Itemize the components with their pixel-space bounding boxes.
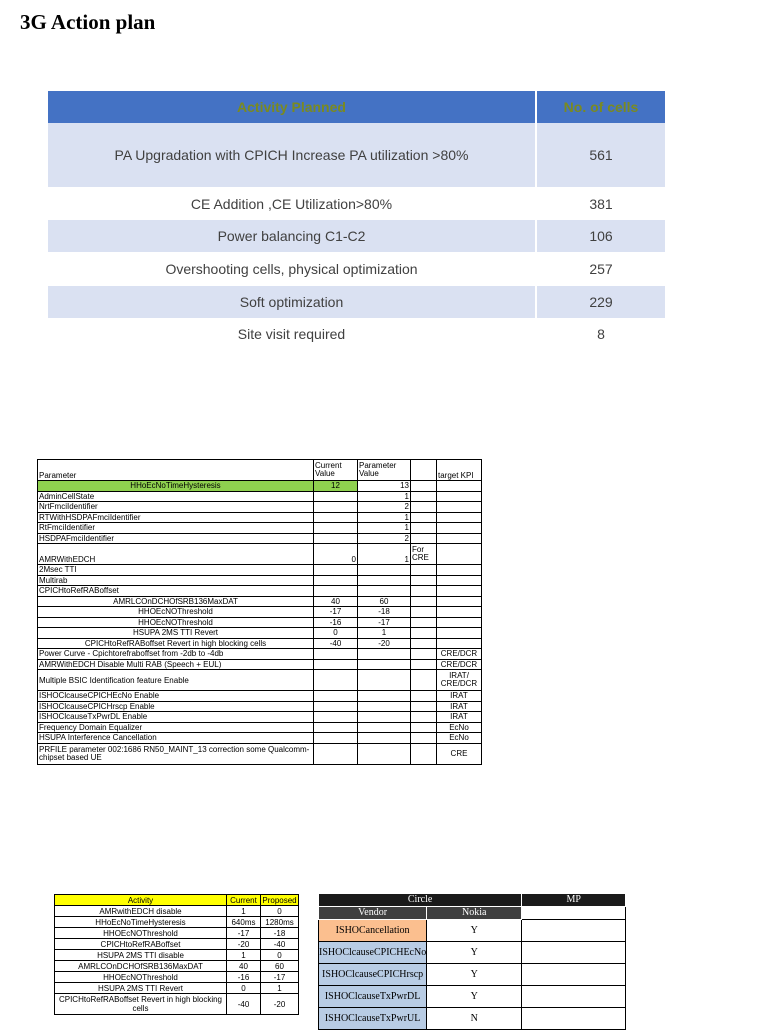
param-value: 13	[358, 481, 411, 492]
empty-cell	[522, 907, 626, 920]
nokia-header: Nokia	[427, 907, 522, 920]
param-row	[38, 722, 482, 733]
param-current	[314, 533, 358, 544]
param-value: 1	[358, 628, 411, 639]
param-note	[411, 670, 437, 691]
param-note	[411, 565, 437, 576]
cells-count: 561	[536, 123, 666, 187]
param-value	[358, 575, 411, 586]
param-kpi: CRE/DCR	[437, 649, 482, 660]
param-row	[38, 491, 482, 502]
param-row	[38, 544, 482, 565]
param-row	[38, 481, 482, 492]
activity-row	[55, 983, 299, 994]
activity-current: 1	[227, 950, 261, 961]
action-row	[48, 123, 666, 187]
activity-header: Proposed	[262, 895, 297, 905]
param-value: 1	[358, 491, 411, 502]
param-name: AdminCellState	[38, 491, 314, 502]
activity-name: HHOEcNOThreshold	[55, 972, 227, 983]
feature-value: Y	[427, 964, 522, 986]
activity-header-row	[55, 895, 299, 906]
activity-current: 1	[227, 906, 261, 917]
circle-table	[318, 893, 626, 1030]
activity-name: HSUPA 2MS TTI Revert	[55, 983, 227, 994]
param-current	[314, 659, 358, 670]
activity-cell: Power balancing C1-C2	[48, 220, 536, 252]
feature-name: ISHOCancellation	[319, 920, 427, 942]
activity-name: CPICHtoRefRABoffset Revert in high blocking cells	[55, 994, 227, 1015]
empty-cell	[522, 920, 626, 942]
param-kpi: CRE	[437, 743, 482, 764]
circle-row	[319, 920, 626, 942]
param-kpi	[437, 512, 482, 523]
param-kpi	[437, 544, 482, 565]
param-note	[411, 628, 437, 639]
param-current	[314, 722, 358, 733]
param-kpi: IRAT	[437, 701, 482, 712]
param-value	[358, 586, 411, 597]
param-value	[358, 701, 411, 712]
param-current	[314, 491, 358, 502]
feature-value: Y	[427, 920, 522, 942]
param-name: HHoEcNoTimeHysteresis	[38, 481, 314, 492]
param-note	[411, 649, 437, 660]
param-note	[411, 596, 437, 607]
activity-name: CPICHtoRefRABoffset	[55, 939, 227, 950]
activity-proposed: 60	[261, 961, 299, 972]
action-plan-table	[48, 91, 667, 350]
param-name: AMRLCOnDCHOfSRB136MaxDAT	[38, 596, 314, 607]
activity-proposed: 1	[261, 983, 299, 994]
activity-row	[55, 928, 299, 939]
header-activity-planned: Activity Planned	[48, 91, 536, 123]
param-value: -17	[358, 617, 411, 628]
cells-count: 381	[536, 187, 666, 220]
activity-header: Current	[227, 895, 261, 906]
param-kpi: CRE/DCR	[437, 659, 482, 670]
param-name: ISHOClcauseTxPwrDL Enable	[38, 712, 314, 723]
param-name: CPICHtoRefRABoffset Revert in high blocking cells	[38, 638, 314, 649]
param-row	[38, 502, 482, 513]
param-name: RtFmciIdentifier	[38, 523, 314, 534]
param-header-row	[38, 460, 482, 481]
param-name: ISHOClcauseCPICHEcNo Enable	[38, 691, 314, 702]
param-current	[314, 512, 358, 523]
feature-name: ISHOClcauseCPICHEcNo	[319, 942, 427, 964]
empty-cell	[522, 1008, 626, 1030]
param-value	[358, 691, 411, 702]
param-row	[38, 701, 482, 712]
param-kpi: IRAT/ CRE/DCR	[437, 670, 482, 691]
param-header: Current Value	[314, 460, 358, 481]
param-current	[314, 575, 358, 586]
empty-cell	[522, 986, 626, 1008]
cells-count: 229	[536, 286, 666, 318]
param-value: -20	[358, 638, 411, 649]
param-kpi	[437, 607, 482, 618]
param-name: HSUPA Interference Cancellation	[38, 733, 314, 744]
param-current	[314, 691, 358, 702]
cells-count: 257	[536, 252, 666, 286]
param-name: Power Curve - Cpichtorefraboffset from -2db to -4db	[38, 649, 314, 660]
param-current: 0	[314, 628, 358, 639]
param-name: Frequency Domain Equalizer	[38, 722, 314, 733]
circle-row	[319, 986, 626, 1008]
activity-cell: Site visit required	[48, 318, 536, 350]
param-note	[411, 586, 437, 597]
param-row	[38, 607, 482, 618]
activity-header: Activity	[55, 895, 227, 906]
feature-name: ISHOClcauseCPICHrscp	[319, 964, 427, 986]
activity-name: AMRwithEDCH disable	[55, 906, 227, 917]
param-kpi: IRAT	[437, 691, 482, 702]
activity-current: 40	[227, 961, 261, 972]
cells-count: 106	[536, 220, 666, 252]
activity-row	[55, 950, 299, 961]
param-header	[411, 460, 437, 481]
param-note	[411, 491, 437, 502]
circle-header: Circle	[319, 894, 522, 907]
param-name: NrtFmciIdentifier	[38, 502, 314, 513]
param-kpi	[437, 586, 482, 597]
param-kpi	[437, 628, 482, 639]
empty-cell	[522, 964, 626, 986]
param-value	[358, 649, 411, 660]
param-current: 0	[314, 544, 358, 565]
parameter-table	[37, 459, 482, 765]
param-name: 2Msec TTI	[38, 565, 314, 576]
param-row	[38, 628, 482, 639]
param-row	[38, 596, 482, 607]
activity-cell: Overshooting cells, physical optimization	[48, 252, 536, 286]
activity-current: 0	[227, 983, 261, 994]
param-row	[38, 691, 482, 702]
action-row	[48, 252, 666, 286]
param-current	[314, 701, 358, 712]
param-note	[411, 722, 437, 733]
activity-current: -17	[227, 928, 261, 939]
param-value: 1	[358, 512, 411, 523]
feature-value: N	[427, 1008, 522, 1030]
param-current	[314, 743, 358, 764]
circle-header-row	[319, 894, 626, 907]
activity-name: HHoEcNoTimeHysteresis	[55, 917, 227, 928]
param-note	[411, 743, 437, 764]
param-row	[38, 743, 482, 764]
feature-name: ISHOClcauseTxPwrUL	[319, 1008, 427, 1030]
param-value	[358, 733, 411, 744]
action-row	[48, 220, 666, 252]
circle-row	[319, 1008, 626, 1030]
param-row	[38, 565, 482, 576]
param-current: -16	[314, 617, 358, 628]
empty-cell	[522, 942, 626, 964]
cells-count: 8	[536, 318, 666, 350]
param-kpi	[437, 617, 482, 628]
param-note	[411, 575, 437, 586]
param-row	[38, 575, 482, 586]
param-note	[411, 691, 437, 702]
param-current	[314, 712, 358, 723]
param-note	[411, 502, 437, 513]
param-name: Multiple BSIC Identification feature Enable	[38, 670, 314, 691]
activity-proposed: 1280ms	[261, 917, 299, 928]
param-note: For CRE	[411, 544, 437, 565]
activity-row	[55, 961, 299, 972]
param-note	[411, 733, 437, 744]
param-name: AMRWithEDCH	[38, 544, 314, 565]
param-value	[358, 712, 411, 723]
page-title: 3G Action plan	[20, 10, 156, 34]
activity-proposed: 0	[261, 950, 299, 961]
param-value: 1	[358, 544, 411, 565]
param-kpi	[437, 638, 482, 649]
param-kpi	[437, 502, 482, 513]
param-value: 2	[358, 533, 411, 544]
param-name: RTWithHSDPAFmciIdentifier	[38, 512, 314, 523]
param-row	[38, 617, 482, 628]
param-note	[411, 638, 437, 649]
activity-proposed: -18	[261, 928, 299, 939]
param-note	[411, 712, 437, 723]
param-kpi	[437, 575, 482, 586]
action-row	[48, 318, 666, 350]
param-name: CPICHtoRefRABoffset	[38, 586, 314, 597]
param-row	[38, 638, 482, 649]
param-current	[314, 670, 358, 691]
param-header: Parameter	[38, 460, 314, 481]
activity-cell: CE Addition ,CE Utilization>80%	[48, 187, 536, 220]
vendor-header: Vendor	[319, 907, 427, 920]
activity-proposed: -17	[261, 972, 299, 983]
param-current	[314, 649, 358, 660]
param-kpi	[437, 596, 482, 607]
param-current: 12	[314, 481, 358, 492]
param-value: -18	[358, 607, 411, 618]
param-kpi	[437, 491, 482, 502]
param-value	[358, 659, 411, 670]
activity-name: HHOEcNOThreshold	[55, 928, 227, 939]
circle-row	[319, 942, 626, 964]
activity-cell: PA Upgradation with CPICH Increase PA utilization >80%	[48, 123, 536, 187]
param-value	[358, 722, 411, 733]
activity-current: -40	[227, 994, 261, 1015]
action-table-header	[48, 91, 666, 123]
param-value: 2	[358, 502, 411, 513]
activity-row	[55, 994, 299, 1015]
feature-value: Y	[427, 986, 522, 1008]
param-name: HHOEcNOThreshold	[38, 607, 314, 618]
param-row	[38, 712, 482, 723]
param-note	[411, 481, 437, 492]
param-value	[358, 743, 411, 764]
param-note	[411, 512, 437, 523]
vendor-header-row	[319, 907, 626, 920]
param-current	[314, 502, 358, 513]
activity-row	[55, 972, 299, 983]
param-row	[38, 533, 482, 544]
activity-current: 640ms	[227, 917, 261, 928]
activity-table	[54, 894, 299, 1015]
param-kpi	[437, 565, 482, 576]
activity-name: AMRLCOnDCHOfSRB136MaxDAT	[55, 961, 227, 972]
param-row	[38, 659, 482, 670]
param-kpi: IRAT	[437, 712, 482, 723]
feature-value: Y	[427, 942, 522, 964]
param-name: AMRWithEDCH Disable Multi RAB (Speech + EUL)	[38, 659, 314, 670]
header-no-of-cells: No. of cells	[536, 91, 666, 123]
param-row	[38, 649, 482, 660]
action-row	[48, 187, 666, 220]
param-current: -40	[314, 638, 358, 649]
param-note	[411, 533, 437, 544]
param-row	[38, 586, 482, 597]
activity-name: HSUPA 2MS TTI disable	[55, 950, 227, 961]
activity-current: -16	[227, 972, 261, 983]
param-kpi: EcNo	[437, 722, 482, 733]
param-name: ISHOClcauseCPICHrscp Enable	[38, 701, 314, 712]
param-kpi	[437, 481, 482, 492]
param-kpi	[437, 523, 482, 534]
param-current: -17	[314, 607, 358, 618]
feature-name: ISHOClcauseTxPwrDL	[319, 986, 427, 1008]
param-current	[314, 523, 358, 534]
param-current	[314, 586, 358, 597]
param-row	[38, 512, 482, 523]
param-note	[411, 617, 437, 628]
param-note	[411, 701, 437, 712]
param-header: Parameter Value	[358, 460, 411, 481]
activity-proposed: -20	[261, 994, 299, 1015]
param-value	[358, 670, 411, 691]
param-name: HSUPA 2MS TTI Revert	[38, 628, 314, 639]
param-value	[358, 565, 411, 576]
circle-row	[319, 964, 626, 986]
activity-proposed: -40	[261, 939, 299, 950]
param-note	[411, 523, 437, 534]
param-name: PRFILE parameter 002:1686 RN50_MAINT_13 correction some Qualcomm-chipset based UE	[38, 743, 314, 764]
param-current: 40	[314, 596, 358, 607]
param-header: target KPI	[437, 460, 482, 481]
param-row	[38, 733, 482, 744]
activity-current: -20	[227, 939, 261, 950]
param-name: HHOEcNOThreshold	[38, 617, 314, 628]
param-current	[314, 565, 358, 576]
param-name: HSDPAFmciIdentifier	[38, 533, 314, 544]
param-note	[411, 607, 437, 618]
activity-proposed: 0	[261, 906, 299, 917]
param-row	[38, 670, 482, 691]
param-row	[38, 523, 482, 534]
action-row	[48, 286, 666, 318]
param-value: 1	[358, 523, 411, 534]
param-name: Multirab	[38, 575, 314, 586]
param-kpi: EcNo	[437, 733, 482, 744]
param-value: 60	[358, 596, 411, 607]
activity-cell: Soft optimization	[48, 286, 536, 318]
param-note	[411, 659, 437, 670]
param-current	[314, 733, 358, 744]
activity-row	[55, 917, 299, 928]
activity-row	[55, 939, 299, 950]
activity-row	[55, 906, 299, 917]
circle-mp-header: MP	[522, 894, 626, 907]
param-kpi	[437, 533, 482, 544]
